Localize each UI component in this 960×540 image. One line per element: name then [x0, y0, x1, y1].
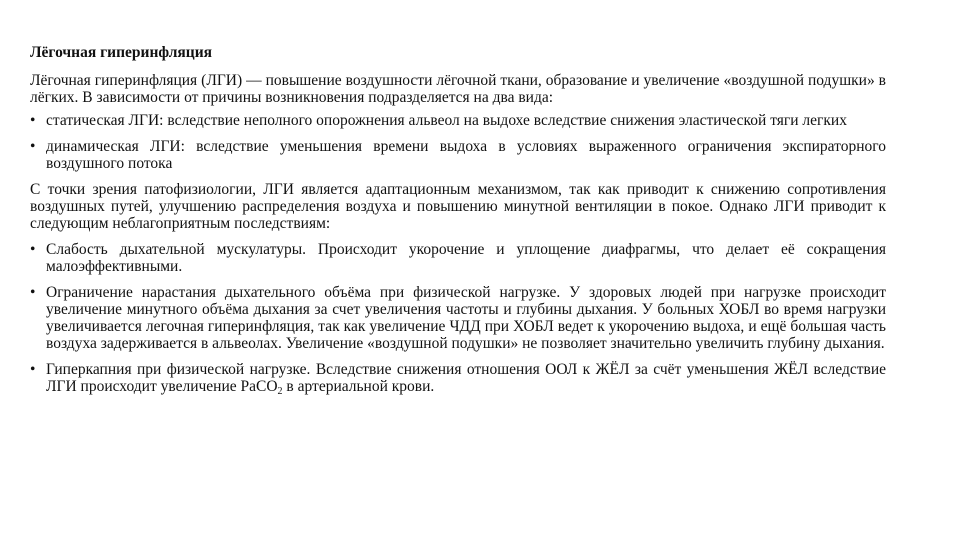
- bullet-icon: •: [30, 241, 36, 258]
- types-list: [30, 112, 886, 172]
- hypercapnia-text-after: в артериальной крови.: [282, 378, 435, 395]
- list-item: [30, 284, 886, 352]
- list-item: [30, 138, 886, 172]
- hypercapnia-text-before: Гиперкапния при физической нагрузке. Вследствие снижения отношения ООЛ к ЖЁЛ за счёт уменьшения ЖЁЛ вследствие ЛГИ происходит увеличение PaCO: [46, 361, 886, 395]
- consequence-hypercapnia: [46, 361, 886, 395]
- bullet-icon: •: [30, 112, 36, 129]
- intro-paragraph: Лёгочная гиперинфляция (ЛГИ) — повышение воздушности лёгочной ткани, образование и увеличение «воздушной подушки» в лёгких. В зависимости от причины возникновения подразделяется на два вида:: [30, 72, 886, 106]
- consequences-list: [30, 241, 886, 395]
- consequence-tidal-volume: Ограничение нарастания дыхательного объёма при физической нагрузке. У здоровых людей при нагрузке происходит увеличение минутного объёма дыхания за счет увеличения частоты и глубины дыхания. У больных ХОБЛ во время нагрузки увеличивается легочная гиперинфляция, так как увеличение ЧДД при ХОБЛ ведет к укорочению выдоха, и ещё большая часть воздуха задерживается в альвеолах. Увеличение «воздушной подушки» не позволяет значительно увеличить глубину дыхания.: [46, 284, 886, 352]
- consequence-muscle-weakness: Слабость дыхательной мускулатуры. Происходит укорочение и уплощение диафрагмы, что делает её сокращения малоэффективными.: [46, 241, 886, 275]
- bullet-icon: •: [30, 138, 36, 155]
- bullet-icon: •: [30, 361, 36, 378]
- bullet-icon: •: [30, 284, 36, 301]
- document-title: Лёгочная гиперинфляция: [30, 44, 213, 61]
- co2-subscript: 2: [277, 386, 283, 397]
- type-dynamic-text: динамическая ЛГИ: вследствие уменьшения времени выдоха в условиях выраженного ограничения экспираторного воздушного потока: [46, 138, 886, 172]
- list-item: [30, 112, 886, 129]
- list-item: [30, 241, 886, 275]
- pathophysiology-paragraph: С точки зрения патофизиологии, ЛГИ является адаптационным механизмом, так как приводит к снижению сопротивления воздушных путей, улучшению распределения воздуха и повышению минутной вентиляции в покое. Однако ЛГИ приводит к следующим неблагоприятным последствиям:: [30, 181, 886, 232]
- list-item: [30, 361, 886, 395]
- type-static-text: статическая ЛГИ: вследствие неполного опорожнения альвеол на выдохе вследствие снижения эластической тяги легких: [46, 112, 847, 129]
